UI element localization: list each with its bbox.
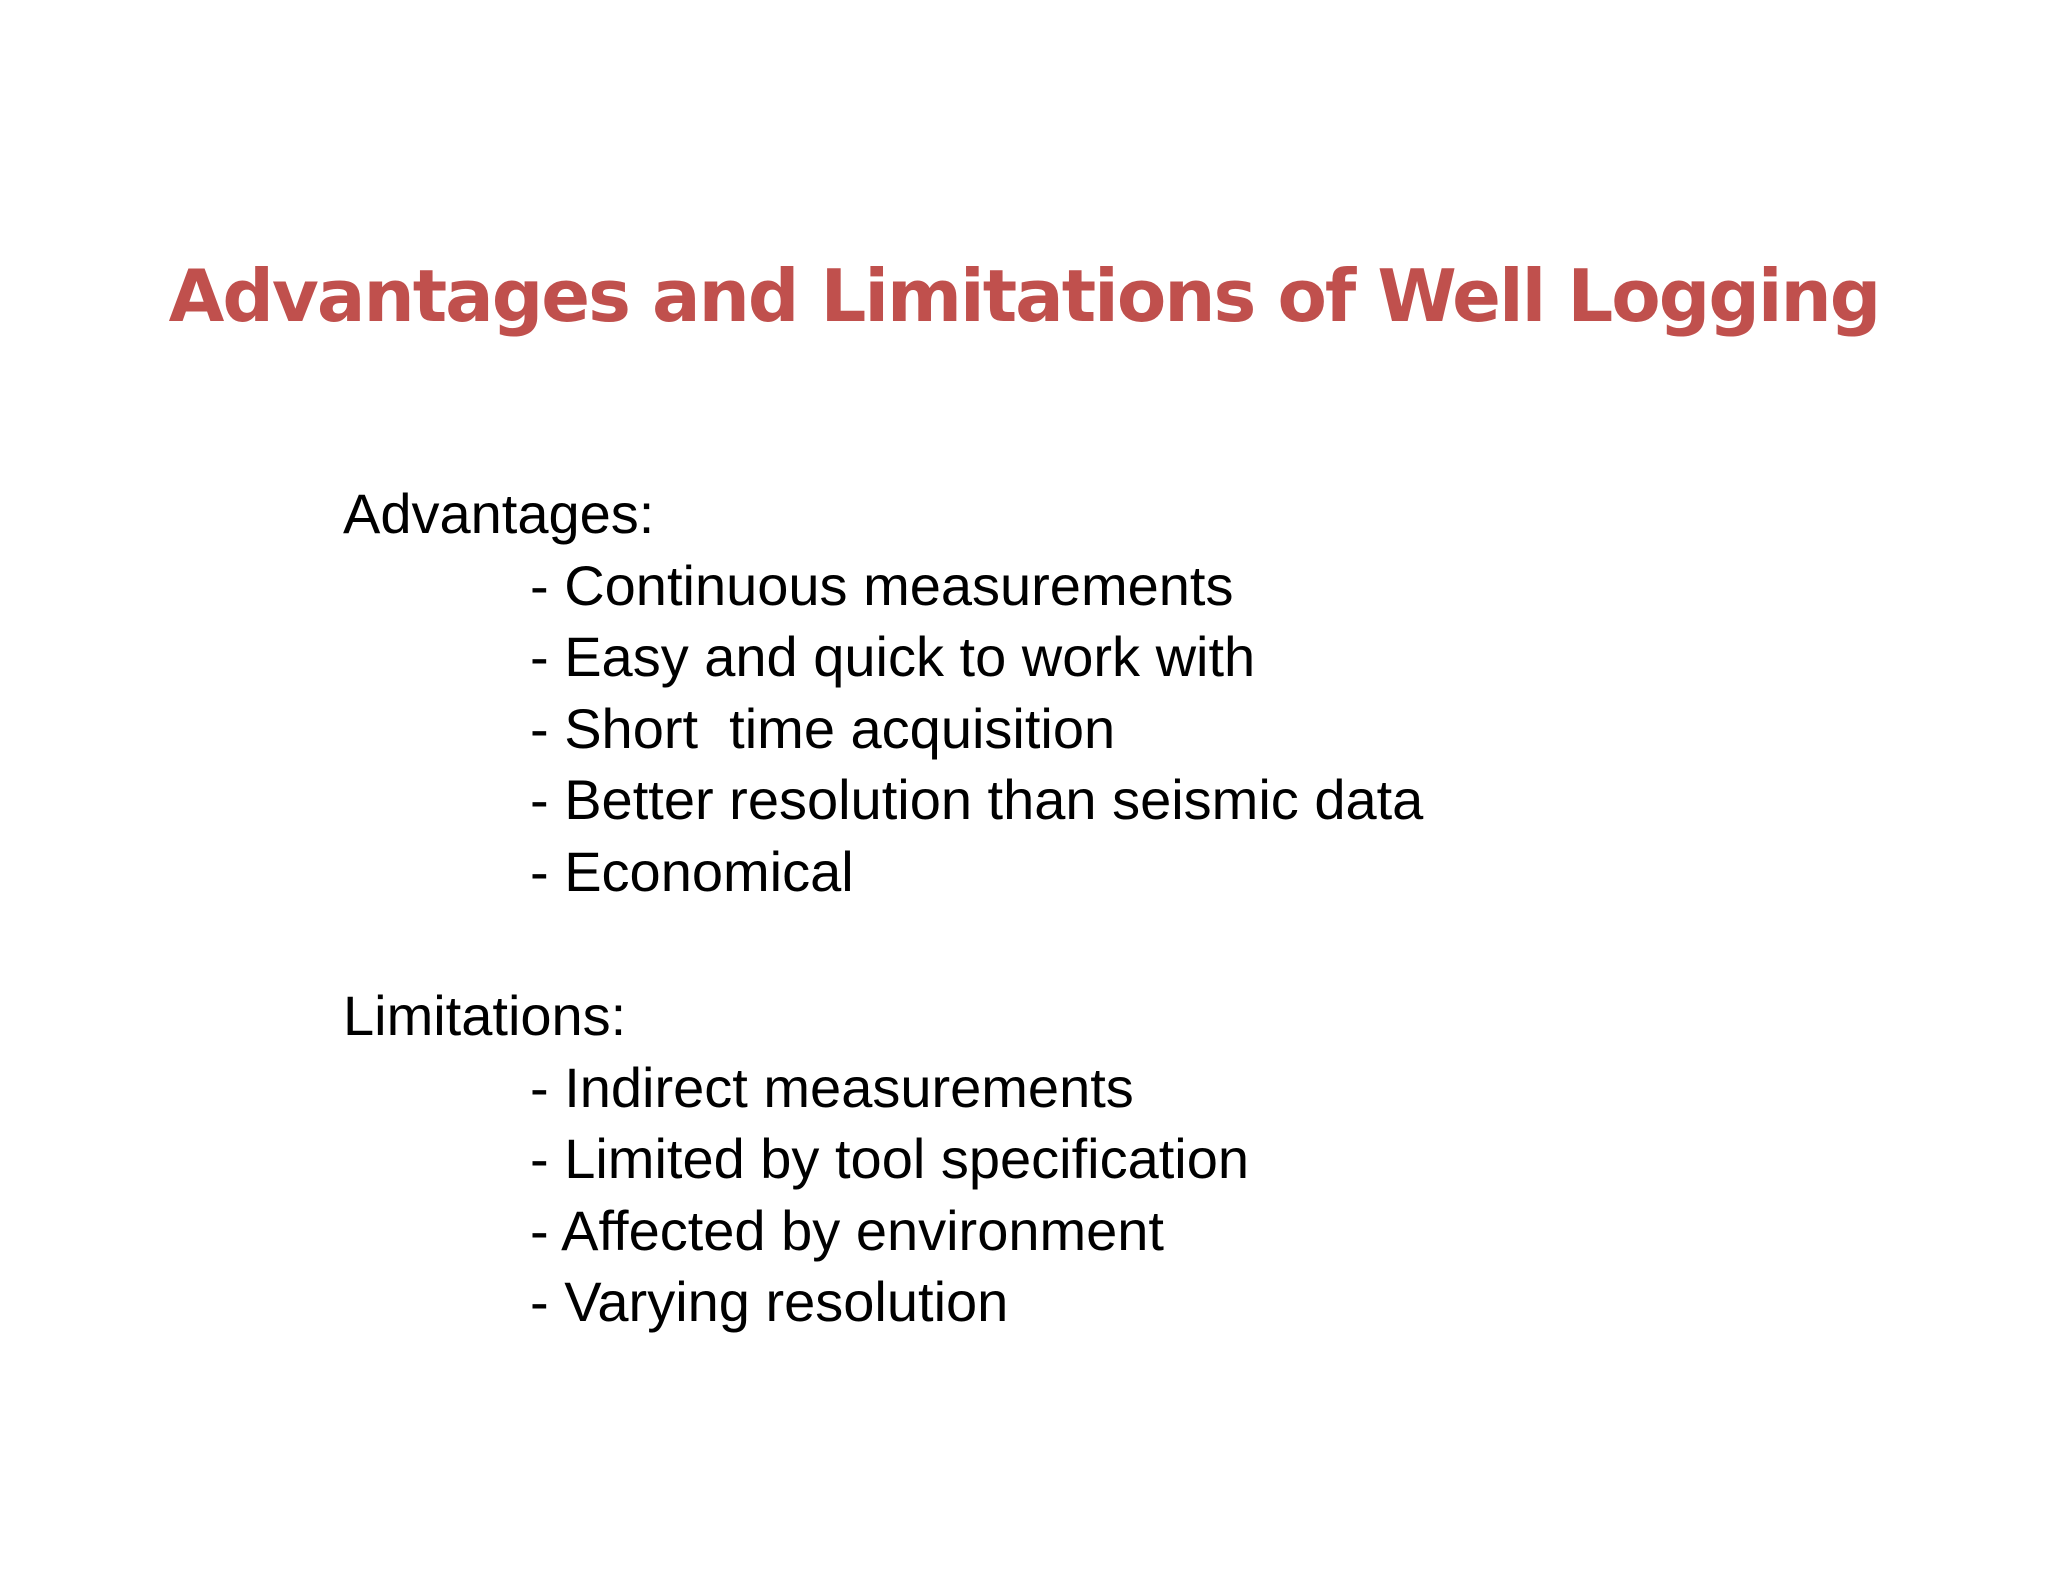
limitation-item: - Varying resolution <box>530 1270 1009 1334</box>
advantages-list <box>343 550 1423 907</box>
section-spacer <box>343 907 1423 980</box>
advantage-item: - Continuous measurements <box>530 554 1234 617</box>
limitation-item: - Limited by tool specification <box>530 1127 1250 1191</box>
limitations-heading: Limitations: <box>343 983 627 1047</box>
slide-content <box>343 478 1423 1338</box>
advantages-heading: Advantages: <box>343 482 655 545</box>
advantage-item: - Economical <box>530 839 854 903</box>
limitation-item: - Indirect measurements <box>530 1055 1134 1119</box>
limitations-list <box>343 1052 1423 1338</box>
slide-title: Advantages and Limitations of Well Logging <box>168 254 1880 338</box>
limitation-item: - Affected by environment <box>530 1198 1164 1262</box>
advantage-item: - Short time acquisition <box>530 696 1116 760</box>
advantage-item: - Better resolution than seismic data <box>530 768 1424 832</box>
advantage-item: - Easy and quick to work with <box>530 625 1256 689</box>
